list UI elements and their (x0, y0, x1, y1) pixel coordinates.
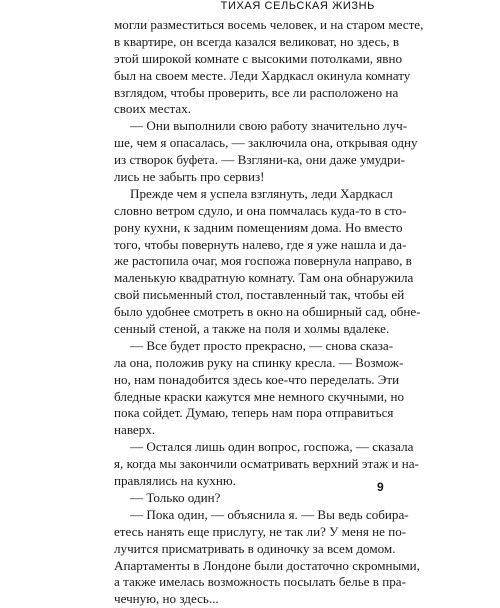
text-line: — Они выполнили свою работу значительно луч- (130, 118, 408, 134)
running-head-title: ТИХАЯ СЕЛЬСКАЯ ЖИЗНЬ (220, 0, 375, 12)
text-line: сенный стеной, а также на поля и холмы вдалеке. (114, 321, 390, 337)
text-line: правлялись на кухню. (114, 473, 236, 489)
text-line: лись не забыть про сервиз! (114, 169, 265, 185)
text-line: было удобнее смотреть в окно на обширный сад, обне- (114, 304, 421, 320)
text-line: того, чтобы повернуть налево, где я уже нашла и да- (114, 236, 407, 252)
text-line: лучится присматривать в одиночку за всем домом. (114, 540, 396, 556)
text-line: в квартире, он всегда казался великоват, но здесь, в (114, 33, 400, 49)
text-line: могли разместиться восемь человек, и на старом месте, (114, 17, 424, 32)
text-line: рону кухни, к задним помещениям дома. Но вместо (114, 219, 403, 235)
text-line: взглядом, чтобы проверить, все ли расположено на (114, 84, 399, 100)
text-line: этой широкой комнате с высокими потолками, явно (114, 50, 403, 66)
text-line: ше, чем я опасалась, — заключила она, открывая одну (114, 135, 418, 151)
text-line: — Пока один, — объяснила я. — Вы ведь собира- (130, 506, 409, 522)
text-line: был на своем месте. Леди Хардкасл окинула комнату (114, 67, 411, 83)
text-line: — Только один? (130, 489, 221, 505)
text-line: — Остался лишь один вопрос, госпожа, — сказала (130, 439, 414, 455)
text-line: маленькую квадратную комнату. Там она обнаружила (114, 270, 414, 286)
text-line: бледные краски кажутся мне немного скучными, но (114, 388, 405, 404)
page-number: 9 (377, 480, 384, 494)
text-line: — Все будет просто прекрасно, — снова сказа- (130, 337, 394, 353)
text-line: но, нам понадобится здесь кое-что переделать. Эти (114, 371, 400, 387)
running-head (0, 0, 500, 14)
text-line: ла она, положив руку на спинку кресла. — Возмож- (114, 354, 404, 370)
text-line: етесь нанять еще прислугу, не так ли? У меня не по- (114, 523, 407, 539)
body-text (114, 17, 424, 608)
text-line: пока сойдет. Думаю, теперь нам пора отправиться (114, 405, 394, 421)
text-line: чечную, но здесь... (114, 591, 219, 607)
text-line: своих местах. (114, 101, 192, 117)
text-line: я, когда мы закончили осматривать верхний этаж и на- (114, 456, 419, 472)
text-line: словно ветром сдуло, и она помчалась куда-то в сто- (114, 202, 407, 218)
text-line: Прежде чем я успела взглянуть, леди Хардкасл (130, 185, 393, 201)
text-line: Апартаменты в Лондоне были достаточно скромными, (114, 557, 420, 573)
text-line: свой письменный стол, поставленный так, чтобы ей (114, 287, 405, 303)
text-line: наверх. (114, 422, 156, 438)
text-line: из створок буфета. — Взгляни-ка, они даже умудри- (114, 152, 405, 168)
text-line: а также имелась возможность посылать белье в пра- (114, 574, 406, 590)
text-line: же растопила очаг, моя госпожа повернула направо, в (114, 253, 412, 269)
